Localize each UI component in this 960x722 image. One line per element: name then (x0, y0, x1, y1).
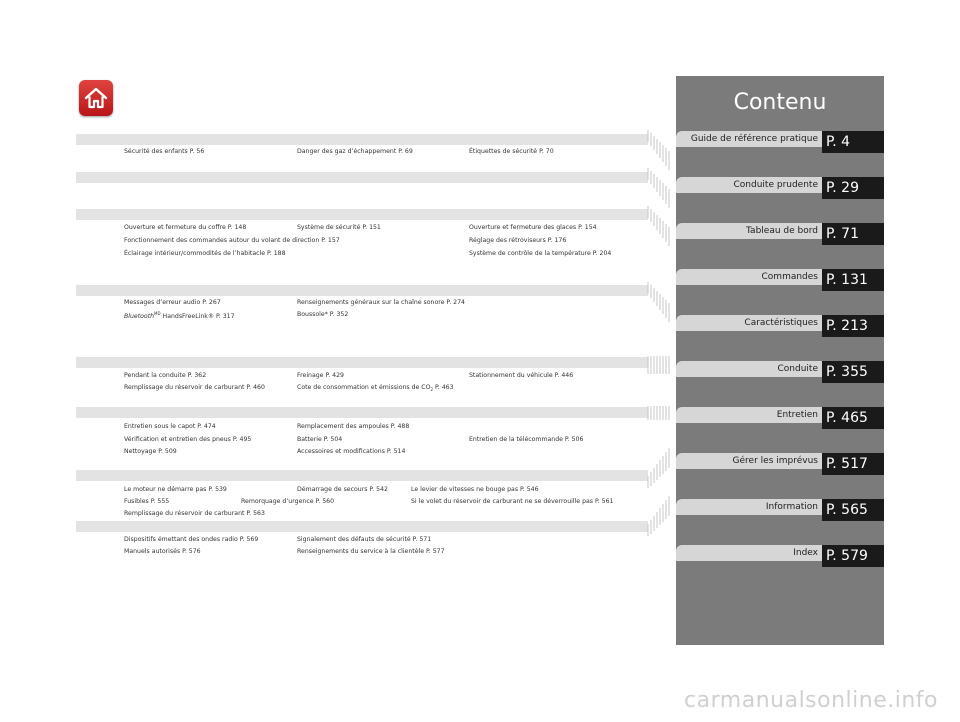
section-bar (76, 134, 648, 145)
connector-hatch (646, 354, 672, 378)
nav-item-maintenance[interactable] (676, 407, 884, 429)
nav-page: P. 71 (822, 223, 884, 245)
nav-page: P. 29 (822, 177, 884, 199)
toc-link[interactable]: Vérification et entretien des pneus P. 495 (124, 436, 252, 443)
toc-link[interactable]: Messages d’erreur audio P. 267 (124, 299, 221, 306)
nav-item-safe-driving[interactable] (676, 177, 884, 199)
toc-link[interactable]: Dispositifs émettant des ondes radio P. 569 (124, 536, 259, 543)
section-bar (76, 209, 648, 220)
toc-link[interactable]: Remorquage d’urgence P. 560 (241, 498, 335, 505)
toc-link[interactable]: Signalement des défauts de sécurité P. 571 (297, 536, 432, 543)
nav-item-driving[interactable] (676, 361, 884, 383)
section-bar (76, 285, 648, 296)
toc-link[interactable]: Boussole* P. 352 (297, 311, 349, 318)
nav-label: Gérer les imprévus (676, 453, 822, 469)
watermark: carmanualsonline.info (684, 688, 938, 713)
toc-link[interactable]: Renseignements généraux sur la chaîne sonore P. 274 (297, 299, 465, 306)
connector-hatch (646, 282, 672, 322)
nav-page: P. 4 (822, 131, 884, 153)
toc-link[interactable]: Danger des gaz d’échappement P. 69 (297, 148, 413, 155)
nav-item-information[interactable] (676, 499, 884, 521)
home-icon (83, 85, 109, 111)
nav-page: P. 355 (822, 361, 884, 383)
nav-page: P. 131 (822, 269, 884, 291)
toc-link[interactable]: Remplissage du réservoir de carburant P. 460 (124, 384, 265, 391)
subscript: 2 (430, 387, 434, 393)
nav-page: P. 565 (822, 499, 884, 521)
toc-link[interactable]: Fusibles P. 555 (124, 498, 170, 505)
nav-label: Guide de référence pratique (676, 131, 822, 147)
nav-item-handling-unexpected[interactable] (676, 453, 884, 475)
connector-hatch (646, 206, 672, 246)
nav-label: Tableau de bord (676, 223, 822, 239)
nav-item-instrument-panel[interactable] (676, 223, 884, 245)
nav-label: Caractéristiques (676, 315, 822, 331)
nav-label: Information (676, 499, 822, 515)
toc-link[interactable]: Remplissage du réservoir de carburant P. 563 (124, 510, 265, 517)
toc-link[interactable]: Pendant la conduite P. 362 (124, 372, 207, 379)
toc-link[interactable]: Entretien sous le capot P. 474 (124, 423, 216, 430)
toc-link[interactable]: Système de contrôle de la température P. 204 (469, 250, 612, 257)
toc-link[interactable]: Ouverture et fermeture du coffre P. 148 (124, 224, 247, 231)
link-text: Cote de consommation et émissions de CO (297, 384, 431, 391)
section-bar (76, 521, 648, 532)
nav-item-guide[interactable] (676, 131, 884, 153)
toc-link[interactable]: Renseignements du service à la clientèle P. 577 (297, 548, 445, 555)
toc-link[interactable]: Batterie P. 504 (297, 436, 343, 443)
connector-hatch (646, 448, 672, 488)
section-bar (76, 407, 648, 418)
nav-item-controls[interactable] (676, 269, 884, 291)
toc-link[interactable]: Éclairage intérieur/commodités de l’habitacle P. 188 (124, 250, 286, 257)
nav-label: Conduite prudente (676, 177, 822, 193)
section-bar (76, 470, 648, 481)
toc-link[interactable]: Manuels autorisés P. 576 (124, 548, 201, 555)
nav-label: Commandes (676, 269, 822, 285)
nav-label: Conduite (676, 361, 822, 377)
section-bar (76, 172, 648, 183)
toc-link[interactable]: Freinage P. 429 (297, 372, 344, 379)
nav-label: Index (676, 545, 822, 561)
brand-text: Bluetooth (124, 313, 155, 321)
connector-hatch (646, 168, 672, 208)
nav-page: P. 517 (822, 453, 884, 475)
toc-link[interactable]: Si le volet du réservoir de carburant ne se déverrouille pas P. 561 (411, 498, 614, 505)
toc-link[interactable]: Stationnement du véhicule P. 446 (469, 372, 574, 379)
connector-hatch (646, 404, 672, 424)
section-bar (76, 357, 648, 368)
connector-hatch (646, 130, 672, 170)
home-button[interactable] (79, 80, 113, 116)
brand-sup: MD (154, 311, 161, 316)
link-text: HandsFreeLink® P. 317 (160, 313, 235, 321)
toc-link-co2[interactable] (297, 384, 454, 392)
connector-hatch (646, 496, 672, 536)
toc-link[interactable]: Fonctionnement des commandes autour du volant de direction P. 157 (124, 237, 340, 244)
nav-page: P. 579 (822, 545, 884, 567)
toc-link[interactable]: Entretien de la télécommande P. 506 (469, 436, 584, 443)
nav-page: P. 465 (822, 407, 884, 429)
toc-link[interactable]: Système de sécurité P. 151 (297, 224, 381, 231)
toc-link[interactable]: Étiquettes de sécurité P. 70 (469, 148, 554, 155)
toc-link[interactable]: Sécurité des enfants P. 56 (124, 148, 205, 155)
toc-link[interactable]: Remplacement des ampoules P. 488 (297, 423, 410, 430)
nav-page: P. 213 (822, 315, 884, 337)
toc-link[interactable]: Nettoyage P. 509 (124, 448, 177, 455)
panel-title: Contenu (733, 90, 827, 115)
toc-link[interactable]: Réglage des rétroviseurs P. 176 (469, 237, 567, 244)
toc-link[interactable]: Le moteur ne démarre pas P. 539 (124, 486, 227, 493)
contents-panel (676, 76, 884, 645)
link-text: P. 463 (433, 384, 454, 391)
nav-item-features[interactable] (676, 315, 884, 337)
toc-link[interactable]: Ouverture et fermeture des glaces P. 154 (469, 224, 597, 231)
toc-link-bluetooth[interactable] (124, 311, 235, 320)
toc-link[interactable]: Le levier de vitesses ne bouge pas P. 546 (411, 486, 539, 493)
nav-item-index[interactable] (676, 545, 884, 567)
toc-link[interactable]: Démarrage de secours P. 542 (297, 486, 388, 493)
toc-link[interactable]: Accessoires et modifications P. 514 (297, 448, 406, 455)
nav-label: Entretien (676, 407, 822, 423)
